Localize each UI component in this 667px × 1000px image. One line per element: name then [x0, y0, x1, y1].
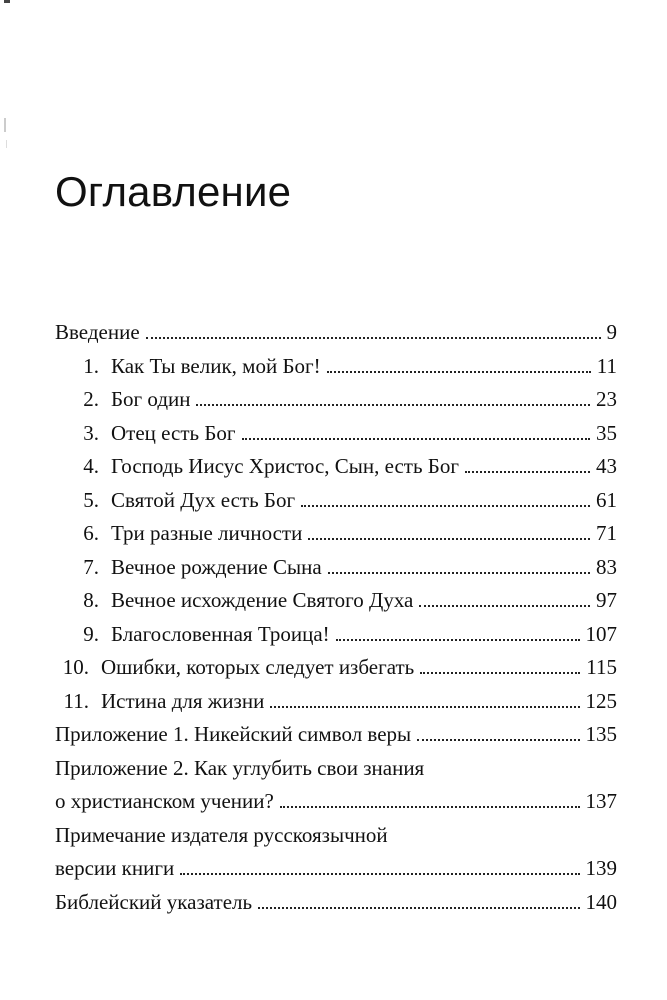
toc-entry-title: Ошибки, которых следует избегать [101, 655, 415, 679]
toc-entry-title: версии книги [55, 856, 175, 880]
dot-leader [327, 371, 591, 373]
toc-entry-title: Благословенная Троица! [111, 621, 330, 646]
toc-chapter-number: 8. [83, 588, 99, 612]
toc-page-number: 135 [585, 722, 617, 746]
dot-leader [328, 572, 590, 574]
toc-entry-title: Введение [55, 320, 140, 344]
toc-page-number: 43 [596, 454, 617, 478]
toc-entry-title: Три разные личности [111, 521, 303, 545]
toc-entry-appendix-1 [55, 718, 617, 752]
toc-entry-title: Вечное исхождение Святого Духа [111, 588, 414, 612]
toc-entry-appendix-2 [55, 785, 617, 819]
toc-page-number: 35 [596, 420, 617, 445]
dot-leader [242, 438, 591, 440]
toc-page-number: 139 [585, 856, 617, 880]
toc-entry-title: Вечное рождение Сына [111, 554, 322, 579]
scan-mark [4, 118, 6, 132]
toc-entry-chapter-9 [55, 618, 617, 652]
toc-entry-chapter-11 [55, 685, 617, 719]
toc-entry-title: Примечание издателя русскоязычной [55, 822, 388, 847]
toc-entry-scripture-index [55, 886, 617, 920]
toc-entry-chapter-10 [55, 651, 617, 685]
dot-leader [336, 639, 580, 641]
toc-entry-chapter-8 [55, 584, 617, 618]
dot-leader [180, 873, 579, 875]
toc-entry-appendix-2-line-1 [55, 752, 617, 786]
toc-page-number: 83 [596, 554, 617, 579]
dot-leader [301, 505, 590, 507]
toc-page-number: 23 [596, 387, 617, 411]
dot-leader [146, 337, 601, 339]
toc-chapter-number: 2. [83, 387, 99, 411]
toc-entry-title: о христианском учении? [55, 789, 274, 813]
toc-entry-title: Святой Дух есть Бог [111, 487, 296, 512]
toc-entry-chapter-3 [55, 417, 617, 451]
toc-entry-chapter-6 [55, 517, 617, 551]
toc-entry-title: Господь Иисус Христос, Сын, есть Бог [111, 454, 459, 478]
dot-leader [417, 739, 579, 741]
dot-leader [270, 706, 579, 708]
scan-mark [6, 140, 7, 148]
dot-leader [465, 471, 590, 473]
toc-chapter-number: 10. [62, 655, 89, 679]
toc-entry-title: Приложение 1. Никейский символ веры [55, 722, 412, 746]
toc-page-number: 137 [585, 789, 617, 813]
toc-chapter-number: 6. [83, 521, 99, 545]
toc-page-number: 140 [585, 889, 617, 914]
toc-page-number: 107 [585, 621, 617, 646]
toc-entry-introduction [55, 316, 617, 350]
toc-chapter-number: 11. [63, 688, 89, 713]
page-title: Оглавление [55, 168, 292, 215]
dot-leader [420, 672, 580, 674]
toc-entry-title: Отец есть Бог [111, 420, 236, 445]
dot-leader [196, 404, 590, 406]
toc-page-number: 125 [585, 688, 617, 713]
toc-entry-title: Как Ты велик, мой Бог! [111, 353, 321, 378]
toc-entry-title: Истина для жизни [101, 688, 265, 713]
toc-page-number: 115 [586, 655, 617, 679]
table-of-contents [55, 316, 617, 919]
toc-chapter-number: 9. [83, 621, 99, 646]
toc-entry-publisher-note-line-1 [55, 819, 617, 853]
toc-page-number: 9 [606, 320, 617, 344]
toc-chapter-number: 5. [83, 487, 99, 512]
toc-entry-publisher-note [55, 852, 617, 886]
toc-entry-chapter-5 [55, 484, 617, 518]
dot-leader [258, 907, 579, 909]
toc-entry-chapter-1 [55, 350, 617, 384]
scan-mark [4, 0, 10, 3]
toc-chapter-number: 1. [83, 353, 99, 378]
dot-leader [419, 605, 590, 607]
dot-leader [308, 538, 590, 540]
toc-entry-chapter-4 [55, 450, 617, 484]
toc-page-number: 71 [596, 521, 617, 545]
toc-page-number: 97 [596, 588, 617, 612]
toc-page-number: 61 [596, 487, 617, 512]
toc-entry-chapter-7 [55, 551, 617, 585]
toc-chapter-number: 7. [83, 554, 99, 579]
toc-entry-title: Библейский указатель [55, 889, 253, 914]
toc-page-number: 11 [596, 353, 617, 378]
toc-chapter-number: 4. [83, 454, 99, 478]
dot-leader [280, 806, 580, 808]
toc-entry-title: Бог один [111, 387, 191, 411]
toc-entry-chapter-2 [55, 383, 617, 417]
toc-chapter-number: 3. [83, 420, 99, 445]
toc-entry-title: Приложение 2. Как углубить свои знания [55, 755, 425, 780]
